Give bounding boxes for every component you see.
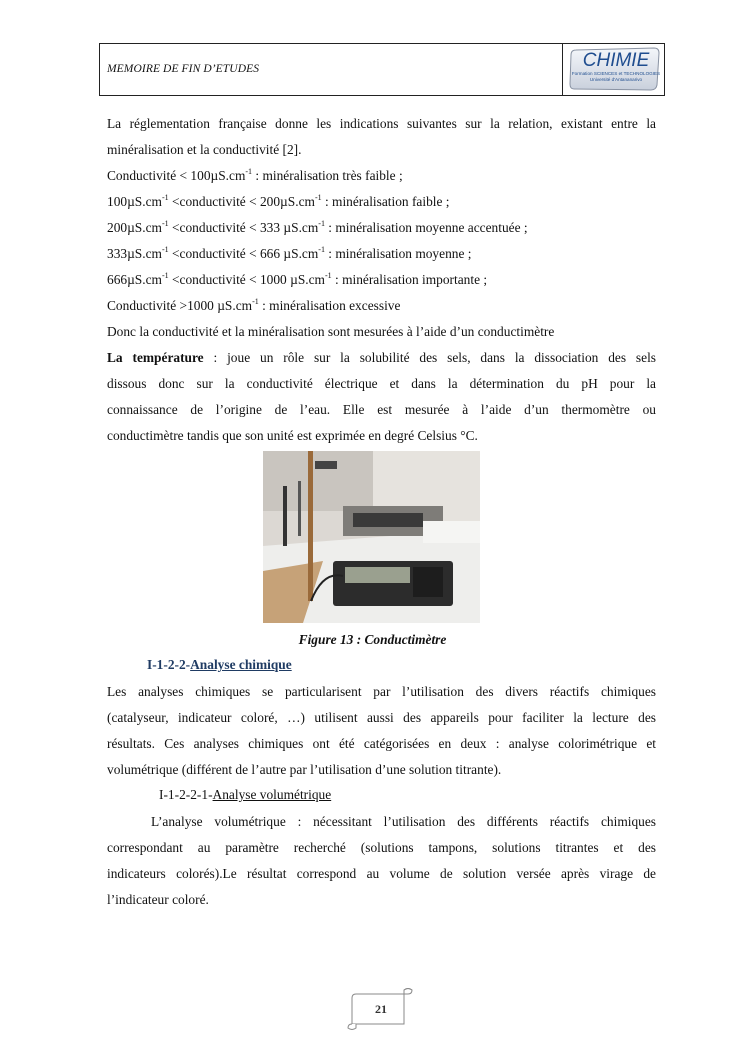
- page-number: 21: [375, 1002, 387, 1016]
- section-title: Analyse chimique: [190, 657, 292, 672]
- temperature-line-2: dissous donc sur la conductivité électrique et dans la détermination du pH pour la: [107, 376, 656, 391]
- temperature-line-4: conductimètre tandis que son unité est exprimée en degré Celsius °C.: [107, 428, 478, 443]
- intro-line-2: minéralisation et la conductivité [2].: [107, 142, 302, 157]
- section-number: I-1-2-2-: [147, 657, 191, 672]
- vol-line-4: l’indicateur coloré.: [107, 892, 209, 907]
- header-divider: [562, 44, 563, 95]
- chemical-analysis-paragraph: [107, 679, 656, 783]
- chem-line-4: volumétrique (différent de l’autre par l’utilisation d’une solution titrante).: [107, 762, 502, 777]
- section-heading: [147, 657, 292, 673]
- intro-line-1: La réglementation française donne les indications suivantes sur la relation, existant entre la: [107, 116, 656, 131]
- vol-line-1: L’analyse volumétrique : nécessitant l’utilisation des différents réactifs chimiques: [151, 814, 656, 829]
- range-item: Conductivité < $100\mu S.cm^{-1}$ : minéralisation très faible ;: [107, 167, 403, 183]
- range-item: $666\mu S.cm^{-1}$ <conductivité < 1000 $\mu S.cm^{-1}$ : minéralisation importante ;: [107, 271, 488, 287]
- header-title: MEMOIRE DE FIN D’ETUDES: [107, 63, 260, 75]
- range-item: $100\mu S.cm^{-1}$ <conductivité < $200\mu S.cm^{-1}$ : minéralisation faible ;: [107, 193, 450, 209]
- temperature-line-1: La température : joue un rôle sur la solubilité des sels, dans la dissociation des sels: [107, 350, 656, 365]
- conductimeter-note: Donc la conductivité et la minéralisation sont mesurées à l’aide d’un conductimètre: [107, 324, 555, 339]
- page-footer: [346, 986, 416, 1032]
- temperature-label: La température: [107, 350, 204, 365]
- chimie-logo-graphic: [568, 47, 661, 92]
- logo-subtitle-2: Université d'Antananarivo: [589, 77, 643, 82]
- subsection-title: Analyse volumétrique: [212, 787, 332, 802]
- temperature-line-3: connaissance de l’origine de l’eau. Elle est mesurée à l’aide d’un thermomètre ou: [107, 402, 656, 417]
- range-item: $200\mu S.cm^{-1}$ <conductivité < 333 $\mu S.cm^{-1}$ : minéralisation moyenne accentuée ;: [107, 219, 528, 235]
- conductimeter-photo: [263, 451, 480, 623]
- volumetric-paragraph: [107, 809, 656, 913]
- vol-line-2: correspondant au paramètre recherché (solutions tampons, solutions titrantes et des: [107, 840, 656, 855]
- logo-text: CHIMIE: [582, 50, 650, 71]
- range-item: Conductivité >1000 $\mu S.cm^{-1}$ : minéralisation excessive: [107, 297, 401, 313]
- chem-line-2: (catalyseur, indicateur coloré, …) utilisent aussi des appareils pour faciliter la lecture des: [107, 710, 656, 725]
- range-item: $333\mu S.cm^{-1}$ <conductivité < 666 $\mu S.cm^{-1}$ : minéralisation moyenne ;: [107, 245, 472, 261]
- chem-line-1: Les analyses chimiques se particularisent par l’utilisation des divers réactifs chimiques: [107, 684, 656, 699]
- subsection-number: I-1-2-2-1-: [159, 787, 213, 802]
- conductivity-section: [107, 111, 656, 449]
- subsection-heading: [159, 787, 331, 803]
- chimie-logo: [568, 47, 661, 92]
- figure-caption: Figure 13 : Conductimètre: [298, 632, 447, 647]
- chem-line-3: résultats. Ces analyses chimiques ont été catégorisées en deux : analyse colorimétrique et: [107, 736, 656, 751]
- vol-line-3: indicateurs colorés).Le résultat correspond au volume de solution versée après virage de: [107, 866, 656, 881]
- logo-subtitle-1: Formation SCIENCES et TECHNOLOGIES: [571, 71, 661, 76]
- page-header: [99, 43, 665, 96]
